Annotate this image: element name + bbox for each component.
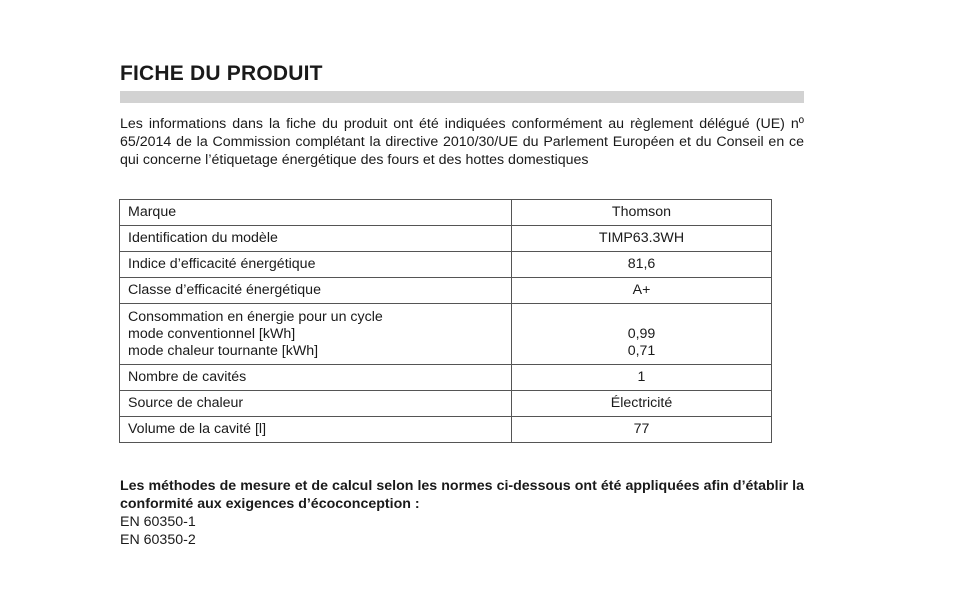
- standard-item: EN 60350-2: [120, 532, 196, 548]
- table-row: [120, 226, 772, 252]
- row-value: Thomson: [512, 200, 772, 226]
- table-row: [120, 391, 772, 417]
- row-label: Source de chaleur: [120, 391, 512, 417]
- row-label: Volume de la cavité [l]: [120, 417, 512, 443]
- row-label: [120, 304, 512, 365]
- value-line: 0,99: [627, 325, 656, 342]
- label-line: Consommation en énergie pour un cycle: [128, 308, 383, 325]
- label-line: mode chaleur tournante [kWh]: [128, 342, 319, 359]
- value-line: [520, 309, 763, 326]
- methods-statement: Les méthodes de mesure et de calcul selon les normes ci-dessous ont été appliquées afin d’établir la conformité aux exigences d’écoconception :: [120, 478, 804, 512]
- value-line: 0,71: [627, 342, 656, 359]
- standard-item: EN 60350-1: [120, 514, 196, 530]
- intro-paragraph: Les informations dans la fiche du produit ont été indiquées conformément au règlement délégué (UE) nº 65/2014 de la Commission complétant la directive 2010/30/UE du Parlement Européen et du Conseil en ce qui concerne l’étiquetage énergétique des fours et des hottes domestiques: [120, 116, 804, 168]
- methods-section: [120, 477, 804, 549]
- row-value: 81,6: [512, 252, 772, 278]
- row-label: Indice d’efficacité énergétique: [120, 252, 512, 278]
- table-row: [120, 365, 772, 391]
- row-label: Identification du modèle: [120, 226, 512, 252]
- row-value: A+: [512, 278, 772, 304]
- row-value: 77: [512, 417, 772, 443]
- row-value: 1: [512, 365, 772, 391]
- row-label: Classe d’efficacité énergétique: [120, 278, 512, 304]
- table-row: [120, 417, 772, 443]
- row-value: TIMP63.3WH: [512, 226, 772, 252]
- title-underline-bar: [120, 91, 804, 103]
- table-row-energy-consumption: [120, 304, 772, 365]
- table-row: [120, 278, 772, 304]
- table-row: [120, 200, 772, 226]
- row-value: Électricité: [512, 391, 772, 417]
- row-label: Marque: [120, 200, 512, 226]
- row-value: [512, 304, 772, 365]
- product-spec-table: [119, 199, 772, 443]
- row-label: Nombre de cavités: [120, 365, 512, 391]
- page-title: FICHE DU PRODUIT: [120, 62, 323, 85]
- table-row: [120, 252, 772, 278]
- label-line: mode conventionnel [kWh]: [128, 325, 296, 342]
